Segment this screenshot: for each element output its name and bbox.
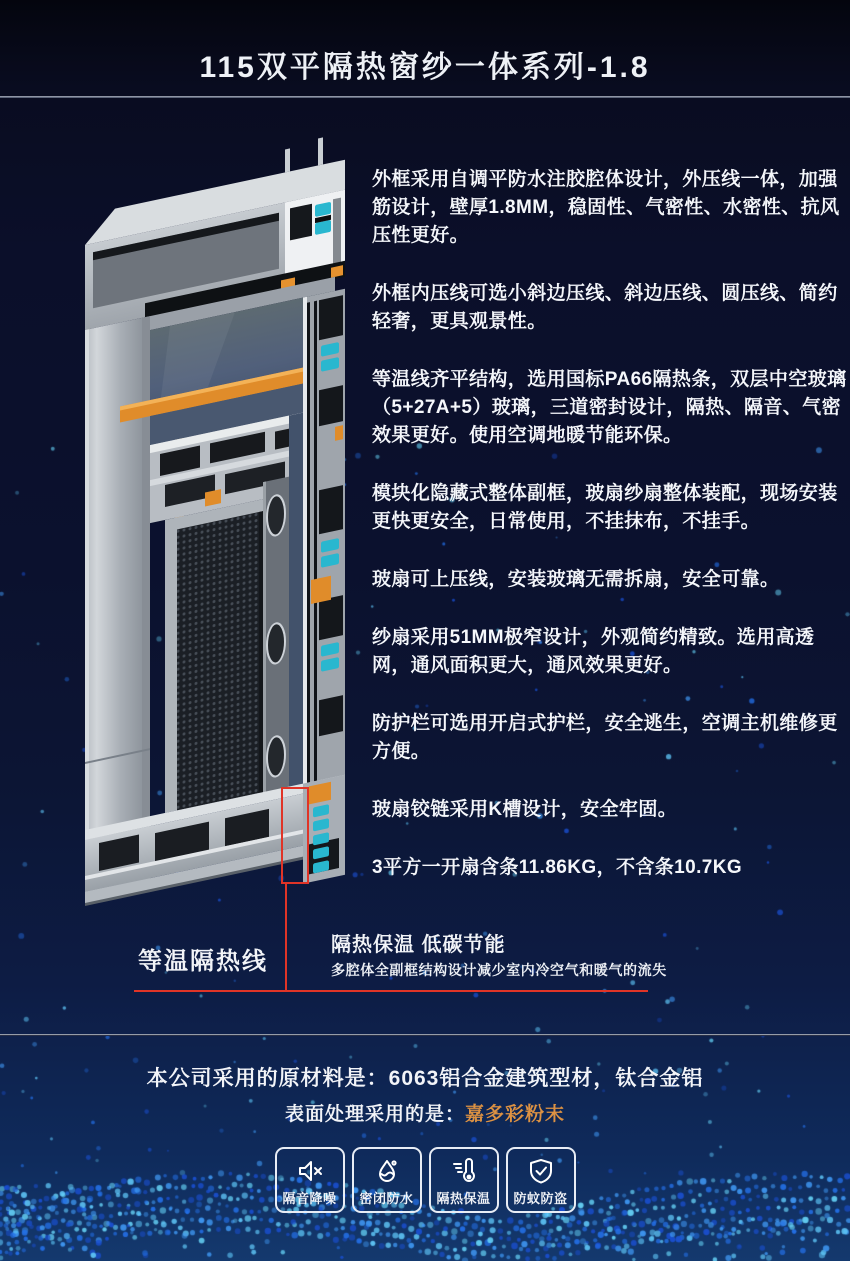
badge-label: 隔音降噪 bbox=[282, 1191, 337, 1206]
mullion-highlight bbox=[303, 297, 307, 834]
window-profile-illustration bbox=[52, 112, 408, 912]
jamb-highlight bbox=[85, 329, 89, 905]
badge-label: 隔热保温 bbox=[436, 1191, 491, 1206]
surface-line bbox=[0, 1099, 850, 1126]
badge-row bbox=[0, 1147, 850, 1213]
surface-finish-value: 嘉多彩粉末 bbox=[465, 1104, 566, 1125]
feature-paragraph: 模块化隐藏式整体副框，玻扇纱扇整体装配，现场安装更快更安全，日常使用，不挂抹布，不挂手。 bbox=[372, 483, 838, 532]
orange-bracket bbox=[311, 576, 331, 604]
chamber-void bbox=[319, 595, 343, 640]
footer-divider bbox=[0, 1034, 850, 1035]
feature-paragraph: 等温线齐平结构，选用国标PA66隔热条，双层中空玻璃（5+27A+5）玻璃，三道密封设计，隔热、隔音、气密效果更好。使用空调地暖节能环保。 bbox=[372, 369, 847, 446]
insect-mesh bbox=[177, 511, 263, 810]
profile-fin bbox=[285, 148, 290, 172]
isotherm-label: 等温隔热线 bbox=[138, 948, 268, 975]
speaker-mute-icon bbox=[296, 1157, 324, 1185]
feature-paragraph: 外框内压线可选小斜边压线、斜边压线、圆压线、简约轻奢，更具观景性。 bbox=[372, 283, 838, 332]
glazing-line bbox=[314, 301, 317, 822]
title-bar bbox=[0, 0, 850, 96]
section-edge bbox=[333, 198, 341, 270]
leader-hline bbox=[134, 990, 648, 992]
feature-paragraph: 玻扇铰链采用K槽设计，安全牢固。 bbox=[372, 799, 678, 820]
chamber-void bbox=[319, 385, 343, 426]
title-divider bbox=[0, 96, 850, 98]
chamber-void bbox=[290, 204, 312, 241]
annotation-subline: 多腔体全副框结构设计减少室内冷空气和暖气的流失 bbox=[331, 962, 667, 978]
feature-paragraph: 纱扇采用51MM极窄设计，外观简约精致。选用高透网，通风面积更大，通风效果更好。 bbox=[372, 627, 815, 676]
orange-clip bbox=[335, 425, 343, 441]
glass-sliver bbox=[289, 413, 303, 792]
feature-paragraph: 外框采用自调平防水注胶腔体设计，外压线一体，加强筋设计，壁厚1.8MM，稳固性、气密性、水密性、抗风压性更好。 bbox=[372, 169, 840, 246]
page-title: 115双平隔热窗纱一体系列-1.8 bbox=[199, 51, 651, 84]
badge-label: 防蚊防盗 bbox=[513, 1191, 568, 1206]
badge-waterproof bbox=[352, 1147, 422, 1213]
highlight-rect bbox=[281, 787, 309, 884]
shield-check-icon bbox=[527, 1157, 555, 1185]
profile-fin bbox=[318, 137, 323, 165]
feature-paragraph: 3平方一开扇含条11.86KG，不含条10.7KG bbox=[372, 857, 743, 878]
chamber-void bbox=[319, 695, 343, 736]
materials-line: 本公司采用的原材料是：6063铝合金建筑型材，钛合金铝 bbox=[146, 1067, 704, 1090]
thermometer-icon bbox=[450, 1157, 478, 1185]
surface-prefix: 表面处理采用的是： bbox=[284, 1104, 465, 1125]
leader-vline bbox=[285, 884, 287, 991]
feature-paragraph: 防护栏可选用开启式护栏，安全逃生，空调主机维修更方便。 bbox=[372, 713, 838, 762]
sash-strip-highlight bbox=[263, 482, 266, 798]
badge-label: 密闭防水 bbox=[359, 1191, 414, 1206]
feature-list bbox=[372, 166, 850, 912]
chamber-void bbox=[319, 295, 343, 340]
badge-insulation bbox=[429, 1147, 499, 1213]
badge-security bbox=[506, 1147, 576, 1213]
glazing-line bbox=[307, 302, 310, 823]
annotation-headline: 隔热保温 低碳节能 bbox=[331, 934, 506, 956]
chamber-void bbox=[319, 485, 343, 534]
badge-soundproof bbox=[275, 1147, 345, 1213]
mesh-edge-shadow bbox=[259, 511, 263, 793]
feature-paragraph: 玻扇可上压线，安装玻璃无需拆扇，安全可靠。 bbox=[372, 569, 780, 590]
water-drop-icon bbox=[373, 1157, 401, 1185]
